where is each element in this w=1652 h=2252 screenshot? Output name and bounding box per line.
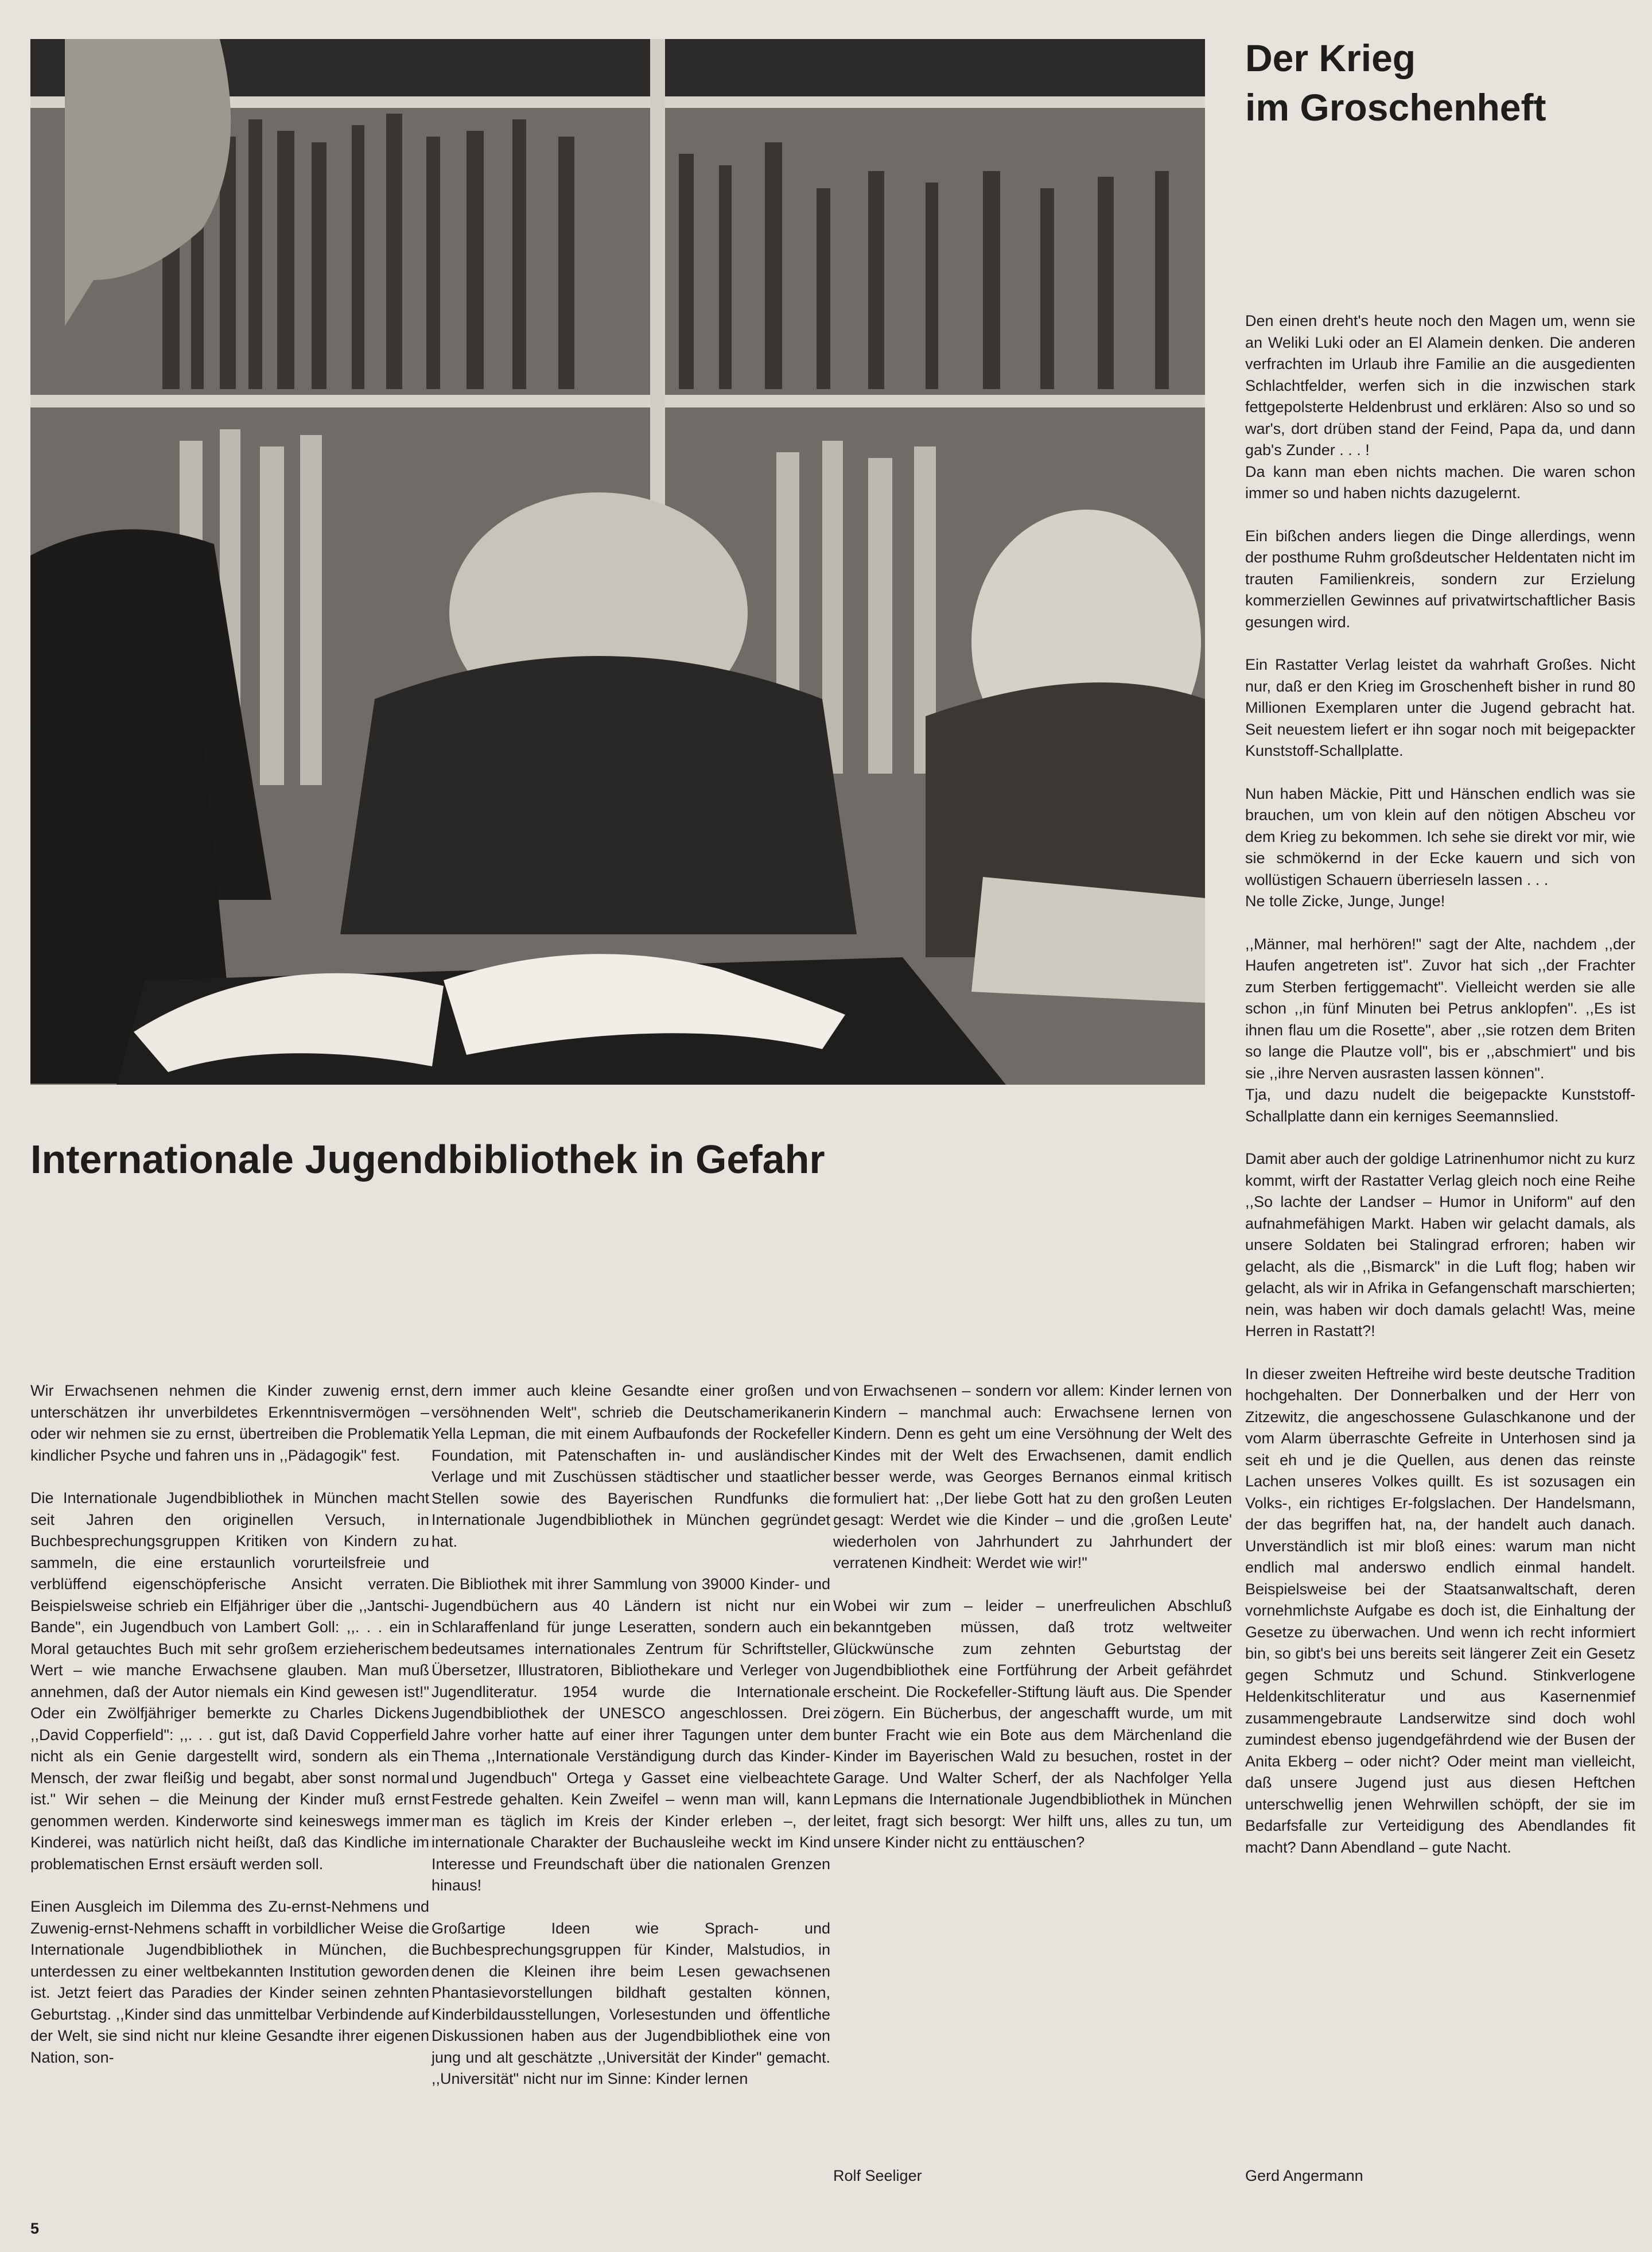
- article-paragraph: Wir Erwachsenen nehmen die Kinder zuwenig ernst, unterschätzen ihr unverbildetes Erkenntnisvermögen – oder wir nehmen sie zu ernst, übertreiben die Problematik kindlicher Psyche und fahren uns in ,,Pädagogik" fest.: [30, 1382, 429, 1464]
- page-number: 5: [30, 2220, 40, 2237]
- sidebar-title-line1: Der Krieg: [1245, 37, 1416, 79]
- sidebar-paragraph: Ein Rastatter Verlag leistet da wahrhaft Großes. Nicht nur, daß er den Krieg im Groschenheft bisher in rund 80 Millionen Exemplaren unter die Jugend gebracht hat. Seit neuestem liefert er ihn sogar noch mit beigepackter Kunststoff-Schallplatte.: [1245, 656, 1635, 759]
- article-author: Rolf Seeliger: [833, 2167, 922, 2184]
- article-paragraph: Großartige Ideen wie Sprach- und Buchbesprechungsgruppen für Kinder, Malstudios, in denen die Kleinen ihre beim Lesen gewachsenen Phantasievorstellungen bildhaft gestalten können, Kinderbildausstellungen, Vorlesestunden und öffentliche Diskussionen haben aus der Jugendbibliothek eine von jung und alt geschätzte ,,Universität der Kinder" gemacht. ,,Universität" nicht nur im Sinne: Kinder lernen: [432, 1919, 830, 2087]
- article-column-3: [833, 1380, 1232, 1875]
- sidebar-paragraph: In dieser zweiten Heftreihe wird beste deutsche Tradition hochgehalten. Der Donnerbalken und der Herr von Zitzewitz, die angeschossene Gulaschkanone und der vom Alarm überraschte Gefreite in Unterhosen sind ja seit eh und je die Quellen, aus denen das reinste Lachen unseres Volkes quillt. Es ist sozusagen ein Volks-, ein richtiges Er-folgslachen. Der Handelsmann, der das begriffen hat, na, der handelt auch danach. Unverständlich ist mir bloß eines: warum man nicht endlich mal anderswo endlich einmal handelt. Beispielsweise bei der Staatsanwaltschaft, deren vornehmlichste Aufgabe es doch ist, die Einhaltung der Gesetze zu überwachen. Und wenn ich recht informiert bin, so gibt's bei uns bereits seit längerer Zeit ein Gesetz gegen Schmutz und Schund. Stinkverlogene Heldenkitschliteratur und aus Kasernenmief zusammengebraute Landserwitze sind doch wohl zumindest ebenso jugendgefährdend wie der Busen der Anita Ekberg – oder nicht? Oder meint man vielleicht, daß unsere Jugend just aus diesen Heftchen unterschwellig jenen Wehrwillen schöpft, der sie im Bedarfsfalle zur Verteidigung des Abendlandes fit macht? Dann Abendland – gute Nacht.: [1245, 1365, 1635, 1856]
- article-paragraph: Einen Ausgleich im Dilemma des Zu-ernst-Nehmens und Zuwenig-ernst-Nehmens schafft in vorbildlicher Weise die Internationale Jugendbibliothek in München, die unterdessen zu einer weltbekannten Institution geworden ist. Jetzt feiert das Paradies der Kinder seinen zehnten Geburtstag. ,,Kinder sind das unmittelbar Verbindende auf der Welt, sie sind nicht nur kleine Gesandte ihrer eigenen Nation, son-: [30, 1898, 429, 2066]
- article-paragraph: Wobei wir zum – leider – unerfreulichen Abschluß bekanntgeben müssen, daß trotz weltweiter Glückwünsche zum zehnten Geburtstag der Jugendbibliothek eine Fortführung der Arbeit gefährdet erscheint. Die Rockefeller-Stiftung läuft aus. Die Spender zögern. Ein Bücherbus, der angeschafft wurde, um mit bunter Fracht wie ein Bote aus dem Märchenland die Kinder im Bayerischen Wald zu besuchen, rostet in der Garage. Und Walter Scherf, der als Nachfolger Yella Lepmans die Internationale Jugendbibliothek in München leitet, fragt sich besorgt: Wer hilft uns, alles zu tun, um unsere Kinder nicht zu enttäuschen?: [833, 1597, 1232, 1851]
- article-paragraph: Die Internationale Jugendbibliothek in München macht seit Jahren den originellen Versuch, in Buchbesprechungsgruppen Kritiken von Kindern zu sammeln, die eine erstaunlich vorurteilsfreie und verblüffend eigenschöpferische Ansicht verraten. Beispielsweise schrieb ein Elfjähriger über die ,,Jantschi-Bande", ein Jugendbuch von Lambert Goll: ,,. . . ein in Moral getauchtes Buch mit sehr großem erzieherischem Wert – wie manche Erwachsene glauben. Man muß annehmen, daß der Autor niemals ein Kind gewesen ist!" Oder ein Zwölfjähriger bemerkte zu Charles Dickens ,,David Copperfield": ,,. . . gut ist, daß David Copperfield nicht als ein Genie dargestellt wird, sondern als ein Mensch, der zwar fleißig und begabt, aber sonst normal ist." Wir sehen – die Meinung der Kinder muß ernst genommen werden. Kinderworte sind keineswegs immer Kinderei, was natürlich nicht heißt, daß das Kindliche im problematischen Ernst ersäuft werden soll.: [30, 1489, 429, 1873]
- sidebar-title-line2: im Groschenheft: [1245, 86, 1546, 129]
- article-paragraph: Die Bibliothek mit ihrer Sammlung von 39000 Kinder- und Jugendbüchern aus 40 Ländern ist nicht nur ein Schlaraffenland für junge Leseratten, sondern auch ein bedeutsames internationales Zentrum für Schriftsteller, Übersetzer, Illustratoren, Bibliothekare und Verleger von Jugendliteratur. 1954 wurde die Internationale Jugendbibliothek der UNESCO angeschlossen. Drei Jahre vorher hatte auf einer ihrer Tagungen unter dem Thema ,,Internationale Verständigung durch das Kinder- und Jugendbuch" Ortega y Gasset eine vielbeachtete Festrede gehalten. Kein Zweifel – wenn man will, kann man es täglich im Kreis der Kinder erleben –, der internationale Charakter der Buchausleihe weckt im Kind Interesse und Freundschaft über die nationalen Grenzen hinaus!: [432, 1575, 830, 1894]
- sidebar-author: Gerd Angermann: [1245, 2167, 1363, 2184]
- sidebar-paragraph: ,,Männer, mal herhören!" sagt der Alte, nachdem ,,der Haufen angetreten ist". Zuvor hat sich ,,der Frachter zum Sterben fertiggemacht". Vielleicht werden sie alle schon ,,in fünf Minuten bei Petrus anklopfen". ,,Es ist ihnen flau um die Rosette", aber ,,sie rotzen dem Briten so lange die Plautze voll", bis er ,,abschmiert" und bis sie ,,ihre Nerven ausrasten lassen können". Tja, und dazu nudelt die beigepackte Kunststoff-Schallplatte dann ein kerniges Seemannslied.: [1245, 935, 1635, 1125]
- sidebar-paragraph: Nun haben Mäckie, Pitt und Hänschen endlich was sie brauchen, um von klein auf den nötigen Abscheu vor dem Krieg zu bekommen. Ich sehe sie direkt vor mir, wie sie schmökernd in der Ecke kauern und sich von wollüstigen Schauern überrieseln lassen . . . Ne tolle Zicke, Junge, Junge!: [1245, 785, 1635, 910]
- article-column-1: [30, 1380, 429, 2090]
- article-paragraph: dern immer auch kleine Gesandte einer großen und versöhnenden Welt", schrieb die Deutschamerikanerin Yella Lepman, die mit einem Aufbaufonds der Rockefeller Foundation, mit Patenschaften in- und ausländischer Verlage und mit Zuschüssen städtischer und staatlicher Stellen sowie des Bayerischen Rundfunks die Internationale Jugendbibliothek in München gegründet hat.: [432, 1382, 830, 1550]
- sidebar-paragraph: Ein bißchen anders liegen die Dinge allerdings, wenn der posthume Ruhm großdeutscher Heldentaten nicht im trauten Familienkreis, sondern zur Erzielung kommerziellen Gewinnes auf privatwirtschaftlicher Basis gesungen wird.: [1245, 527, 1635, 631]
- photo-children-reading-icon: [30, 39, 1205, 1085]
- article-paragraph: von Erwachsenen – sondern vor allem: Kinder lernen von Kindern – manchmal auch: Erwachsene lernen von Kindern. Denn es geht um eine Versöhnung der Welt des Kindes mit der Welt des Erwachsenen, damit endlich besser werde, was Georges Bernanos einmal kritisch formuliert hat: ,,Der liebe Gott hat zu den großen Leuten gesagt: Werdet wie die Kinder – und die ,großen Leute' wiederholen von Jahrhundert zu Jahrhundert der verratenen Kindheit: Werdet wie wir!": [833, 1382, 1232, 1571]
- sidebar-title: [1245, 33, 1630, 132]
- sidebar-paragraph: Damit aber auch der goldige Latrinenhumor nicht zu kurz kommt, wirft der Rastatter Verlag gleich noch eine Reihe ,,So lachte der Landser – Humor in Uniform" auf den aufnahmefähigen Markt. Haben wir gelacht damals, als unsere Soldaten bei Stalingrad erfroren; haben wir gelacht, als die ,,Bismarck" in die Luft flog; haben wir gelacht, als wir in Afrika in Gefangenschaft marschierten; nein, was haben wir doch damals gelacht! Was, meine Herren in Rastatt?!: [1245, 1150, 1635, 1339]
- article-column-2: [432, 1380, 830, 2111]
- article-headline: Internationale Jugendbibliothek in Gefahr: [30, 1137, 825, 1182]
- photo-children-reading: [30, 39, 1205, 1085]
- sidebar-article-body: [1245, 310, 1635, 1880]
- sidebar-paragraph: Den einen dreht's heute noch den Magen um, wenn sie an Weliki Luki oder an El Alamein denken. Die anderen verfrachten im Urlaub ihre Familie an die ausgedienten Schlachtfelder, werfen sich in die inzwischen stark fettgepolsterte Heldenbrust und erklären: Also so und so war's, dort drüben stand der Feind, Papa da, und dann gab's Zunder . . . ! Da kann man eben nichts machen. Die waren schon immer so und haben nichts dazugelernt.: [1245, 312, 1635, 502]
